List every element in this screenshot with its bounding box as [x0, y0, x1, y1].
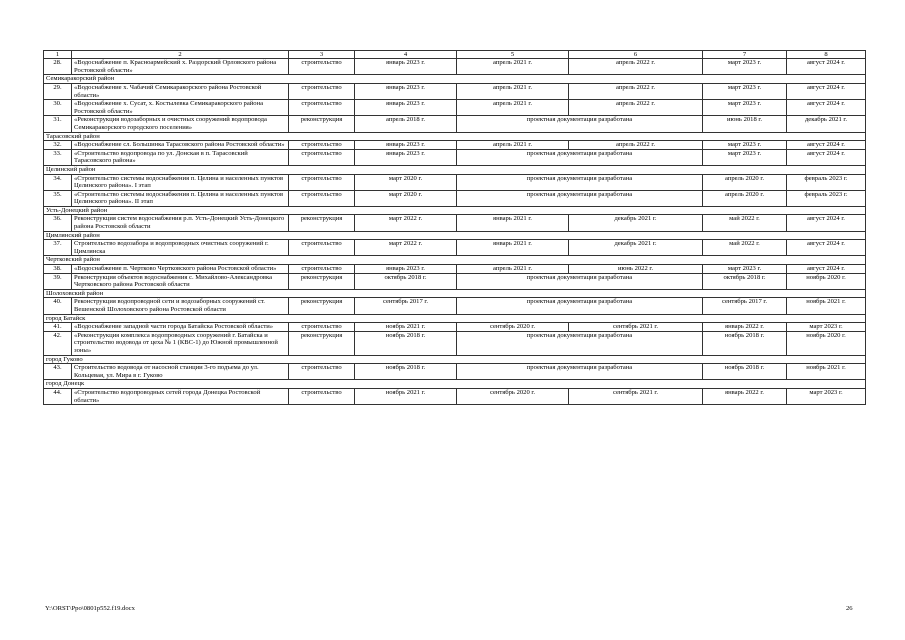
- date-cell: май 2022 г.: [703, 240, 787, 256]
- work-type: строительство: [289, 323, 355, 332]
- design-status: проектная документация разработана: [457, 190, 703, 206]
- work-type: реконструкция: [289, 273, 355, 289]
- header-cell: 2: [72, 51, 289, 59]
- object-name: Строительство водовода от насосной станции 3-го подъема до ул. Кольцевая, ул. Мира в г. Гуково: [72, 364, 289, 380]
- work-type: строительство: [289, 100, 355, 116]
- date-cell: январь 2022 г.: [703, 323, 787, 332]
- date-cell: сентябрь 2017 г.: [355, 298, 457, 314]
- date-cell: август 2024 г.: [787, 215, 866, 231]
- date-cell: август 2024 г.: [787, 59, 866, 75]
- object-name: «Реконструкция комплекса водопроводных сооружений г. Батайска и строительство водовода от цеха № 1 (КВС-1) до Южной промышленной зоны»: [72, 331, 289, 355]
- row-number: 33.: [44, 149, 72, 165]
- work-type: строительство: [289, 388, 355, 404]
- date-cell: август 2024 г.: [787, 149, 866, 165]
- object-name: «Водоснабжение х. Сусат, х. Костылевка Семикаракорского района Ростовской области»: [72, 100, 289, 116]
- date-cell: сентябрь 2020 г.: [457, 388, 569, 404]
- work-type: реконструкция: [289, 331, 355, 355]
- date-cell: ноябрь 2021 г.: [355, 388, 457, 404]
- section-row: [44, 355, 866, 364]
- date-cell: январь 2022 г.: [703, 388, 787, 404]
- date-cell: июнь 2022 г.: [569, 265, 703, 274]
- date-cell: ноябрь 2021 г.: [787, 364, 866, 380]
- header-cell: 5: [457, 51, 569, 59]
- section-title: Семикаракорский район: [44, 75, 866, 84]
- row-number: 34.: [44, 174, 72, 190]
- table-row: [44, 364, 866, 380]
- section-title: Тарасовский район: [44, 132, 866, 141]
- row-number: 28.: [44, 59, 72, 75]
- object-name: «Водоснабжение п. Чертково Чертковского района Ростовской области»: [72, 265, 289, 274]
- date-cell: январь 2021 г.: [457, 240, 569, 256]
- object-name: «Водоснабжение западной части города Батайска Ростовской области»: [72, 323, 289, 332]
- design-status: проектная документация разработана: [457, 273, 703, 289]
- object-name: Реконструкция систем водоснабжения р.п. Усть-Донецкий Усть-Донецкого района Ростовской области: [72, 215, 289, 231]
- work-type: реконструкция: [289, 298, 355, 314]
- date-cell: февраль 2023 г.: [787, 174, 866, 190]
- row-number: 31.: [44, 116, 72, 132]
- row-number: 35.: [44, 190, 72, 206]
- date-cell: август 2024 г.: [787, 265, 866, 274]
- table-row: [44, 59, 866, 75]
- section-title: Цимлянский район: [44, 231, 866, 240]
- table-row: [44, 331, 866, 355]
- date-cell: январь 2023 г.: [355, 83, 457, 99]
- work-type: строительство: [289, 83, 355, 99]
- date-cell: март 2023 г.: [703, 100, 787, 116]
- table-row: [44, 298, 866, 314]
- work-type: строительство: [289, 59, 355, 75]
- date-cell: апрель 2022 г.: [569, 83, 703, 99]
- date-cell: ноябрь 2018 г.: [703, 331, 787, 355]
- design-status: проектная документация разработана: [457, 149, 703, 165]
- date-cell: январь 2023 г.: [355, 265, 457, 274]
- section-row: [44, 132, 866, 141]
- date-cell: декабрь 2021 г.: [569, 215, 703, 231]
- header-cell: 1: [44, 51, 72, 59]
- header-cell: 4: [355, 51, 457, 59]
- date-cell: август 2024 г.: [787, 83, 866, 99]
- table-row: [44, 240, 866, 256]
- table-body: [44, 51, 866, 405]
- date-cell: апрель 2021 г.: [457, 100, 569, 116]
- work-type: реконструкция: [289, 215, 355, 231]
- table-row: [44, 190, 866, 206]
- date-cell: март 2023 г.: [787, 388, 866, 404]
- design-status: проектная документация разработана: [457, 364, 703, 380]
- date-cell: ноябрь 2021 г.: [355, 323, 457, 332]
- design-status: проектная документация разработана: [457, 174, 703, 190]
- date-cell: июнь 2018 г.: [703, 116, 787, 132]
- date-cell: сентябрь 2020 г.: [457, 323, 569, 332]
- date-cell: май 2022 г.: [703, 215, 787, 231]
- section-title: Чертковский район: [44, 256, 866, 265]
- date-cell: сентябрь 2017 г.: [703, 298, 787, 314]
- table-row: [44, 116, 866, 132]
- date-cell: апрель 2018 г.: [355, 116, 457, 132]
- date-cell: январь 2023 г.: [355, 100, 457, 116]
- date-cell: ноябрь 2018 г.: [355, 331, 457, 355]
- row-number: 37.: [44, 240, 72, 256]
- date-cell: апрель 2020 г.: [703, 174, 787, 190]
- row-number: 40.: [44, 298, 72, 314]
- date-cell: март 2020 г.: [355, 174, 457, 190]
- date-cell: апрель 2022 г.: [569, 59, 703, 75]
- date-cell: март 2022 г.: [355, 240, 457, 256]
- section-row: [44, 231, 866, 240]
- date-cell: август 2024 г.: [787, 141, 866, 150]
- row-number: 41.: [44, 323, 72, 332]
- table-row: [44, 215, 866, 231]
- date-cell: январь 2021 г.: [457, 215, 569, 231]
- date-cell: март 2023 г.: [703, 141, 787, 150]
- date-cell: ноябрь 2018 г.: [355, 364, 457, 380]
- header-cell: 3: [289, 51, 355, 59]
- date-cell: август 2024 г.: [787, 240, 866, 256]
- row-number: 29.: [44, 83, 72, 99]
- object-name: «Реконструкция водозаборных и очистных сооружений водопровода Семикаракорского городского поселения»: [72, 116, 289, 132]
- work-type: строительство: [289, 149, 355, 165]
- object-name: «Водоснабжение сл. Большинка Тарасовского района Ростовской области»: [72, 141, 289, 150]
- date-cell: апрель 2021 г.: [457, 83, 569, 99]
- work-type: строительство: [289, 364, 355, 380]
- date-cell: октябрь 2018 г.: [703, 273, 787, 289]
- design-status: проектная документация разработана: [457, 331, 703, 355]
- date-cell: декабрь 2021 г.: [569, 240, 703, 256]
- object-name: Реконструкция объектов водоснабжения с. Михайлово-Александровка Чертковского района Ростовской области: [72, 273, 289, 289]
- section-row: [44, 314, 866, 323]
- date-cell: март 2023 г.: [703, 59, 787, 75]
- date-cell: апрель 2022 г.: [569, 141, 703, 150]
- object-name: Строительство водозабора и водопроводных очистных сооружений г. Цимлянска: [72, 240, 289, 256]
- date-cell: ноябрь 2020 г.: [787, 331, 866, 355]
- row-number: 42.: [44, 331, 72, 355]
- document-file-path: Y:\ORST\Ppo\0801p552.f19.docx: [45, 605, 135, 612]
- date-cell: август 2024 г.: [787, 100, 866, 116]
- work-type: строительство: [289, 190, 355, 206]
- section-row: [44, 380, 866, 389]
- section-row: [44, 289, 866, 298]
- section-title: город Батайск: [44, 314, 866, 323]
- date-cell: сентябрь 2021 г.: [569, 323, 703, 332]
- section-row: [44, 206, 866, 215]
- date-cell: ноябрь 2018 г.: [703, 364, 787, 380]
- date-cell: март 2023 г.: [703, 265, 787, 274]
- row-number: 36.: [44, 215, 72, 231]
- design-status: проектная документация разработана: [457, 116, 703, 132]
- object-name: «Водоснабжение х. Чабачий Семикаракорского района Ростовской области»: [72, 83, 289, 99]
- date-cell: апрель 2021 г.: [457, 265, 569, 274]
- object-name: «Строительство водопровода по ул. Донская в п. Тарасовский Тарасовского района»: [72, 149, 289, 165]
- table-row: [44, 100, 866, 116]
- work-type: строительство: [289, 141, 355, 150]
- work-type: строительство: [289, 240, 355, 256]
- date-cell: январь 2023 г.: [355, 59, 457, 75]
- work-type: строительство: [289, 174, 355, 190]
- date-cell: ноябрь 2021 г.: [787, 298, 866, 314]
- date-cell: март 2023 г.: [787, 323, 866, 332]
- date-cell: декабрь 2021 г.: [787, 116, 866, 132]
- date-cell: октябрь 2018 г.: [355, 273, 457, 289]
- table-row: [44, 265, 866, 274]
- section-title: город Гуково: [44, 355, 866, 364]
- table-row: [44, 273, 866, 289]
- date-cell: март 2023 г.: [703, 83, 787, 99]
- table-row: [44, 141, 866, 150]
- section-row: [44, 165, 866, 174]
- row-number: 30.: [44, 100, 72, 116]
- row-number: 38.: [44, 265, 72, 274]
- row-number: 43.: [44, 364, 72, 380]
- object-name: «Водоснабжение п. Красноармейский х. Раздорский Орловского района Ростовской области»: [72, 59, 289, 75]
- work-type: реконструкция: [289, 116, 355, 132]
- header-cell: 7: [703, 51, 787, 59]
- row-number: 32.: [44, 141, 72, 150]
- row-number: 39.: [44, 273, 72, 289]
- section-title: город Донецк: [44, 380, 866, 389]
- header-cell: 6: [569, 51, 703, 59]
- object-name: «Строительство системы водоснабжения п. Целина и населенных пунктов Целинского района». II этап: [72, 190, 289, 206]
- object-name: «Строительство водопроводных сетей города Донецка Ростовской области»: [72, 388, 289, 404]
- section-row: [44, 75, 866, 84]
- date-cell: ноябрь 2020 г.: [787, 273, 866, 289]
- object-name: Реконструкция водопроводной сети и водозаборных сооружений ст. Вешенской Шолоховского района Ростовской области: [72, 298, 289, 314]
- column-number-header-row: [44, 51, 866, 59]
- section-title: Шолоховский район: [44, 289, 866, 298]
- date-cell: январь 2023 г.: [355, 149, 457, 165]
- section-row: [44, 256, 866, 265]
- table-row: [44, 149, 866, 165]
- date-cell: апрель 2021 г.: [457, 141, 569, 150]
- date-cell: март 2020 г.: [355, 190, 457, 206]
- date-cell: март 2022 г.: [355, 215, 457, 231]
- date-cell: апрель 2020 г.: [703, 190, 787, 206]
- work-type: строительство: [289, 265, 355, 274]
- program-table: [43, 50, 866, 405]
- table-row: [44, 174, 866, 190]
- table-row: [44, 388, 866, 404]
- date-cell: апрель 2022 г.: [569, 100, 703, 116]
- object-name: «Строительство системы водоснабжения п. Целина и населенных пунктов Целинского района». I этап: [72, 174, 289, 190]
- page-number: 26: [846, 605, 853, 612]
- section-title: Усть-Донецкий район: [44, 206, 866, 215]
- date-cell: апрель 2021 г.: [457, 59, 569, 75]
- row-number: 44.: [44, 388, 72, 404]
- date-cell: февраль 2023 г.: [787, 190, 866, 206]
- date-cell: март 2023 г.: [703, 149, 787, 165]
- date-cell: сентябрь 2021 г.: [569, 388, 703, 404]
- date-cell: январь 2023 г.: [355, 141, 457, 150]
- table-row: [44, 323, 866, 332]
- design-status: проектная документация разработана: [457, 298, 703, 314]
- section-title: Целинский район: [44, 165, 866, 174]
- header-cell: 8: [787, 51, 866, 59]
- table-row: [44, 83, 866, 99]
